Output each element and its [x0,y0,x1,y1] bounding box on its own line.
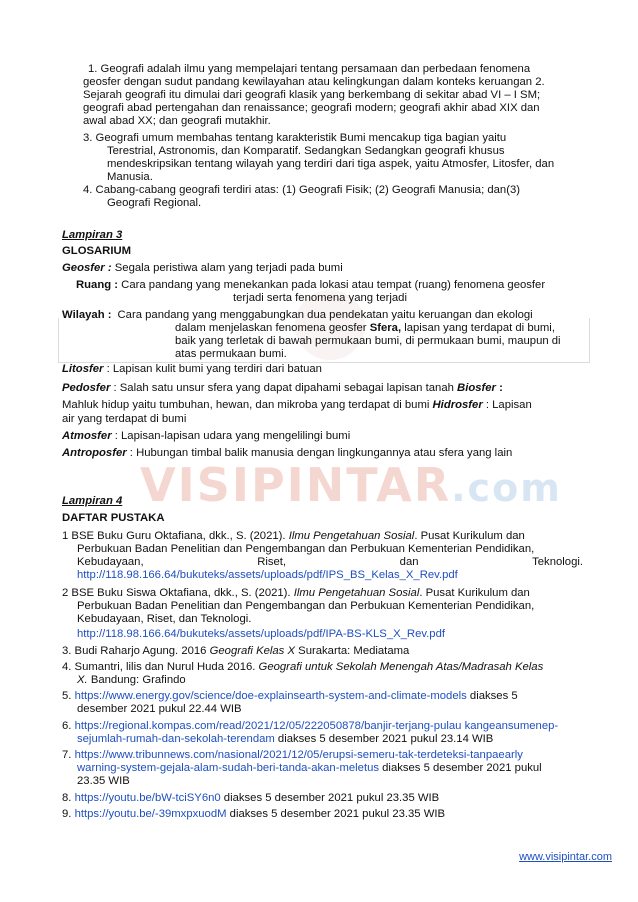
ref-5-cont: desember 2021 pukul 22.44 WIB [77,703,242,715]
ref-1: 1 BSE Buku Guru Oktafiana, dkk., S. (2021). Ilmu Pengetahuan Sosial. Pusat Kurikulum dan [62,530,525,542]
glossary-atmosfer: Atmosfer : Lapisan-lapisan udara yang mengelilingi bumi [62,430,351,442]
watermark [140,458,620,512]
intro-line: Terestrial, Astronomis, dan Komparatif. Sedangkan Sedangkan geografi khusus [107,145,505,157]
intro-line: Manusia. [107,171,153,183]
glossary-geosfer: Geosfer : Segala peristiwa alam yang terjadi pada bumi [62,262,343,274]
ref-6-link-cont[interactable]: sejumlah-rumah-dan-sekolah-terendam [77,733,275,745]
intro-line: 3. Geografi umum membahas tentang karakteristik Bumi mencakup tiga bagian yaitu [83,132,507,144]
ref-2-cont: Kebudayaan, Riset, dan Teknologi. [77,613,252,625]
ref-7-cont: 23.35 WIB [77,775,130,787]
ref-9-link[interactable]: https://youtu.be/-39mxpxuodM [74,808,227,820]
intro-line: mendeskripsikan tentang wilayah yang terdiri dari tiga aspek, yaitu Atmosfer, Litosfer, dan [107,158,555,170]
ref-9: 9. https://youtu.be/-39mxpxuodM diakses 5 desember 2021 pukul 23.35 WIB [62,808,446,820]
ref-8-link[interactable]: https://youtu.be/bW-tciSY6n0 [74,792,221,804]
glossary-hidrosfer-cont: air yang terdapat di bumi [62,413,187,425]
glossary-ruang: Ruang : Cara pandang yang menekankan pada lokasi atau tempat (ruang) fenomena geosfer [76,279,546,291]
ref-3: 3. Budi Raharjo Agung. 2016 Geografi Kelas X Surakarta: Mediatama [62,645,410,657]
ref-5-link[interactable]: https://www.energy.gov/science/doe-explainsearth-system-and-climate-models [74,690,467,702]
watermark-text: VISIPINTAR [140,458,452,512]
watermark-suffix: .com [451,466,562,510]
glossary-biosfer: Mahluk hidup yaitu tumbuhan, hewan, dan mikroba yang terdapat di bumi Hidrosfer : Lapisan [62,399,532,411]
ref-7-link[interactable]: https://www.tribunnews.com/nasional/2021/12/05/erupsi-semeru-tak-terdeteksi-tanpaearly [74,749,523,761]
intro-line: geografi abad pertengahan dan renaissance; geografi modern; geografi akhir abad XIX dan [83,102,540,114]
glossary-litosfer: Litosfer : Lapisan kulit bumi yang terdiri dari batuan [62,363,322,375]
glossary-wilayah: Wilayah : Cara pandang yang menggabungkan dua pendekatan yaitu keruangan dan ekologi [62,309,533,321]
glosarium-heading: GLOSARIUM [62,245,132,257]
intro-line: 4. Cabang-cabang geografi terdiri atas: (1) Geografi Fisik; (2) Geografi Manusia; dan(3) [83,184,521,196]
ref-4: 4. Sumantri, lilis dan Nurul Huda 2016. Geografi untuk Sekolah Menengah Atas/Madrasah Kelas [62,661,544,673]
footer-link[interactable]: www.visipintar.com [519,851,612,863]
ref-4-cont: X. Bandung: Grafindo [77,674,186,686]
lampiran-3-label: Lampiran 3 [62,229,123,241]
ref-8: 8. https://youtu.be/bW-tciSY6n0 diakses 5 desember 2021 pukul 23.35 WIB [62,792,440,804]
glossary-antroposfer: Antroposfer : Hubungan timbal balik manusia dengan lingkungannya atau sfera yang lain [62,447,513,459]
glossary-wilayah-cont: dalam menjelaskan fenomena geosfer Sfera, lapisan yang terdapat di bumi, [175,322,555,334]
glossary-ruang-cont: terjadi serta fenomena yang terjadi [233,292,407,304]
glossary-wilayah-cont: baik yang terletak di bawah permukaan bumi, di permukaan bumi, maupun di [175,335,561,347]
ref-1-link[interactable]: http://118.98.166.64/bukuteks/assets/uploads/pdf/IPS_BS_Kelas_X_Rev.pdf [77,569,458,581]
ref-6-cont: sejumlah-rumah-dan-sekolah-terendam diakses 5 desember 2021 pukul 23.14 WIB [77,733,494,745]
glossary-wilayah-cont: atas permukaan bumi. [175,348,287,360]
intro-line: awal abad XX; dan geografi mutakhir. [83,115,271,127]
ref-1-cont: Perbukuan Badan Penelitian dan Pengembangan dan Perbukuan Kementerian Pendidikan, [77,543,535,555]
lampiran-4-label: Lampiran 4 [62,495,123,507]
ref-7-link-cont[interactable]: warning-system-gejala-alam-sudah-beri-tanda-akan-meletus [77,762,380,774]
intro-line: geosfer dengan sudut pandang kewilayahan atau kelingkungan dalam konteks keruangan 2. [83,76,545,88]
ref-2: 2 BSE Buku Siswa Oktafiana, dkk., S. (2021). Ilmu Pengetahuan Sosial. Pusat Kurikulum dan [62,587,530,599]
intro-line: Geografi Regional. [107,197,202,209]
ref-7: 7. https://www.tribunnews.com/nasional/2021/12/05/erupsi-semeru-tak-terdeteksi-tanpaearly [62,749,523,761]
ref-1-cont: Kebudayaan, Riset, dan Teknologi. [77,556,583,568]
ref-2-cont: Perbukuan Badan Penelitian dan Pengembangan dan Perbukuan Kementerian Pendidikan, [77,600,535,612]
ref-7-cont: warning-system-gejala-alam-sudah-beri-tanda-akan-meletus diakses 5 desember 2021 pukul [77,762,542,774]
ref-6: 6. https://regional.kompas.com/read/2021/12/05/222050878/banjir-terjang-pulau kangeansumenep- [62,720,559,732]
ref-5: 5. https://www.energy.gov/science/doe-explainsearth-system-and-climate-models diakses 5 [62,690,518,702]
ref-2-link[interactable]: http://118.98.166.64/bukuteks/assets/uploads/pdf/IPA-BS-KLS_X_Rev.pdf [77,628,446,640]
daftar-pustaka-heading: DAFTAR PUSTAKA [62,512,165,524]
intro-line: Sejarah geografi itu dimulai dari geografi klasik yang berkembang di sekitar abad VI – I SM; [83,89,541,101]
intro-line: 1. Geografi adalah ilmu yang mempelajari tentang persamaan dan perbedaan fenomena [88,63,531,75]
ref-6-link[interactable]: https://regional.kompas.com/read/2021/12/05/222050878/banjir-terjang-pulau kangeansumenep- [74,720,559,732]
glossary-pedosfer: Pedosfer : Salah satu unsur sfera yang dapat dipahami sebagai lapisan tanah Biosfer : [62,382,503,394]
